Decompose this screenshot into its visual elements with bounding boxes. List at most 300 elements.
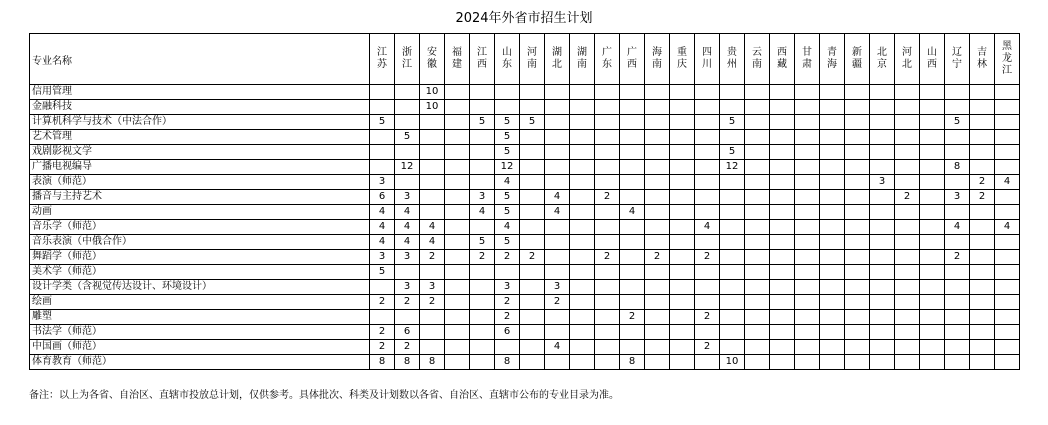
quota-cell: 3	[370, 175, 395, 190]
quota-cell	[645, 220, 670, 235]
quota-cell	[695, 235, 720, 250]
quota-cell	[420, 115, 445, 130]
quota-cell	[670, 280, 695, 295]
quota-cell	[845, 115, 870, 130]
province-header-char: 南	[752, 59, 762, 70]
quota-cell	[745, 145, 770, 160]
quota-cell	[795, 175, 820, 190]
quota-cell	[670, 160, 695, 175]
quota-cell	[895, 145, 920, 160]
quota-cell	[670, 325, 695, 340]
quota-cell	[945, 175, 970, 190]
quota-cell	[820, 235, 845, 250]
quota-cell	[620, 100, 645, 115]
quota-cell	[695, 355, 720, 370]
quota-cell: 2	[595, 250, 620, 265]
quota-cell	[520, 340, 545, 355]
quota-cell	[645, 205, 670, 220]
quota-cell	[920, 100, 945, 115]
province-header-char: 甘	[802, 47, 812, 58]
quota-cell: 4	[495, 175, 520, 190]
quota-cell	[920, 85, 945, 100]
quota-cell	[545, 85, 570, 100]
major-name-cell: 戏剧影视文学	[30, 145, 370, 160]
province-header-char: 南	[652, 59, 662, 70]
province-header-char: 北	[552, 59, 562, 70]
table-row	[30, 250, 1020, 265]
province-header-char: 江	[402, 59, 412, 70]
quota-cell	[545, 220, 570, 235]
quota-cell	[795, 220, 820, 235]
quota-cell: 3	[395, 190, 420, 205]
quota-cell	[770, 205, 795, 220]
quota-cell	[645, 145, 670, 160]
major-name-cell: 艺术管理	[30, 130, 370, 145]
quota-cell: 10	[420, 85, 445, 100]
quota-cell	[745, 115, 770, 130]
quota-cell	[570, 145, 595, 160]
quota-cell	[645, 190, 670, 205]
quota-cell	[570, 265, 595, 280]
quota-cell	[995, 325, 1020, 340]
quota-cell	[445, 115, 470, 130]
quota-cell: 8	[420, 355, 445, 370]
major-name-cell: 书法学（师范）	[30, 325, 370, 340]
quota-cell	[695, 325, 720, 340]
quota-cell: 5	[520, 115, 545, 130]
quota-cell	[670, 145, 695, 160]
quota-cell: 8	[945, 160, 970, 175]
quota-cell: 12	[720, 160, 745, 175]
quota-cell	[595, 295, 620, 310]
quota-cell: 2	[945, 250, 970, 265]
table-row	[30, 130, 1020, 145]
quota-cell	[645, 235, 670, 250]
province-header	[595, 34, 620, 85]
quota-cell: 3	[395, 280, 420, 295]
province-header	[770, 34, 795, 85]
quota-cell	[845, 220, 870, 235]
quota-cell: 2	[895, 190, 920, 205]
quota-cell	[545, 175, 570, 190]
quota-cell	[595, 265, 620, 280]
quota-cell	[870, 160, 895, 175]
quota-cell	[670, 85, 695, 100]
quota-cell: 2	[370, 295, 395, 310]
quota-cell	[895, 325, 920, 340]
quota-cell	[895, 130, 920, 145]
quota-cell	[770, 220, 795, 235]
quota-cell	[445, 130, 470, 145]
quota-cell	[995, 130, 1020, 145]
quota-cell	[820, 175, 845, 190]
province-header-char: 龙	[1002, 53, 1012, 64]
quota-cell	[570, 295, 595, 310]
quota-cell	[895, 160, 920, 175]
quota-cell	[870, 85, 895, 100]
quota-cell	[720, 85, 745, 100]
quota-cell	[970, 160, 995, 175]
quota-cell	[770, 280, 795, 295]
quota-cell	[695, 280, 720, 295]
quota-cell	[770, 175, 795, 190]
quota-cell	[745, 325, 770, 340]
quota-cell	[995, 265, 1020, 280]
quota-cell	[820, 220, 845, 235]
quota-cell	[895, 175, 920, 190]
quota-cell	[595, 340, 620, 355]
quota-cell	[545, 130, 570, 145]
quota-cell	[570, 280, 595, 295]
quota-cell	[470, 355, 495, 370]
quota-cell: 5	[495, 115, 520, 130]
province-header	[645, 34, 670, 85]
quota-cell	[745, 280, 770, 295]
quota-cell	[945, 235, 970, 250]
quota-cell	[570, 190, 595, 205]
quota-cell	[895, 295, 920, 310]
quota-cell	[420, 175, 445, 190]
province-header	[395, 34, 420, 85]
quota-cell	[920, 310, 945, 325]
major-name-cell: 计算机科学与技术（中法合作）	[30, 115, 370, 130]
province-header	[670, 34, 695, 85]
quota-cell	[895, 85, 920, 100]
quota-cell: 4	[470, 205, 495, 220]
quota-cell	[570, 310, 595, 325]
quota-cell	[820, 190, 845, 205]
quota-cell	[820, 295, 845, 310]
quota-cell: 8	[495, 355, 520, 370]
quota-cell	[920, 295, 945, 310]
quota-cell	[445, 355, 470, 370]
quota-cell	[820, 250, 845, 265]
quota-cell: 8	[395, 355, 420, 370]
quota-cell: 10	[420, 100, 445, 115]
quota-cell	[520, 355, 545, 370]
province-header	[820, 34, 845, 85]
quota-cell	[970, 235, 995, 250]
quota-cell	[570, 205, 595, 220]
quota-cell	[720, 325, 745, 340]
quota-cell	[720, 295, 745, 310]
quota-cell	[820, 340, 845, 355]
quota-cell	[420, 310, 445, 325]
quota-cell: 2	[645, 250, 670, 265]
quota-cell	[870, 355, 895, 370]
quota-cell: 2	[595, 190, 620, 205]
quota-cell	[895, 220, 920, 235]
province-header	[620, 34, 645, 85]
province-header	[845, 34, 870, 85]
quota-cell	[470, 160, 495, 175]
quota-cell	[820, 160, 845, 175]
quota-cell	[470, 310, 495, 325]
quota-cell: 2	[970, 190, 995, 205]
table-row	[30, 355, 1020, 370]
quota-cell	[845, 265, 870, 280]
quota-cell: 3	[945, 190, 970, 205]
quota-cell	[645, 325, 670, 340]
quota-cell	[945, 85, 970, 100]
quota-cell	[445, 100, 470, 115]
quota-cell	[795, 280, 820, 295]
quota-cell	[445, 340, 470, 355]
quota-cell	[695, 295, 720, 310]
quota-cell	[495, 100, 520, 115]
quota-cell: 3	[370, 250, 395, 265]
province-header-char: 苏	[377, 59, 387, 70]
province-header-char: 东	[602, 59, 612, 70]
quota-cell	[845, 175, 870, 190]
province-header-char: 北	[877, 47, 887, 58]
quota-cell	[445, 250, 470, 265]
quota-cell	[520, 325, 545, 340]
quota-cell: 2	[695, 310, 720, 325]
quota-cell	[920, 265, 945, 280]
quota-cell	[895, 280, 920, 295]
quota-cell	[520, 295, 545, 310]
quota-cell	[870, 295, 895, 310]
quota-cell	[695, 85, 720, 100]
table-row	[30, 175, 1020, 190]
table-row	[30, 340, 1020, 355]
quota-cell	[745, 175, 770, 190]
quota-cell	[620, 190, 645, 205]
province-header	[870, 34, 895, 85]
quota-cell: 4	[695, 220, 720, 235]
quota-cell	[970, 265, 995, 280]
quota-cell	[595, 220, 620, 235]
table-row	[30, 325, 1020, 340]
province-header-char: 山	[927, 47, 937, 58]
quota-cell	[445, 85, 470, 100]
quota-cell	[945, 130, 970, 145]
province-header-char: 湖	[552, 47, 562, 58]
quota-cell: 4	[495, 220, 520, 235]
quota-cell	[420, 190, 445, 205]
quota-cell	[995, 280, 1020, 295]
quota-cell	[970, 220, 995, 235]
quota-cell	[570, 175, 595, 190]
quota-cell	[895, 355, 920, 370]
quota-cell	[670, 355, 695, 370]
quota-cell	[745, 310, 770, 325]
quota-cell	[420, 340, 445, 355]
quota-cell: 4	[420, 235, 445, 250]
table-header-row	[30, 34, 1020, 85]
quota-cell: 4	[395, 220, 420, 235]
quota-cell: 5	[495, 235, 520, 250]
quota-cell	[920, 325, 945, 340]
quota-cell	[720, 280, 745, 295]
quota-cell	[445, 235, 470, 250]
quota-cell: 3	[870, 175, 895, 190]
quota-cell: 2	[370, 325, 395, 340]
quota-cell: 4	[545, 205, 570, 220]
quota-cell	[520, 130, 545, 145]
quota-cell	[720, 220, 745, 235]
quota-cell	[895, 250, 920, 265]
quota-cell	[670, 265, 695, 280]
quota-cell	[595, 160, 620, 175]
quota-cell	[920, 280, 945, 295]
quota-cell	[595, 280, 620, 295]
province-header	[945, 34, 970, 85]
quota-cell	[695, 265, 720, 280]
quota-cell	[870, 220, 895, 235]
quota-cell	[745, 220, 770, 235]
quota-cell	[870, 340, 895, 355]
quota-cell	[795, 340, 820, 355]
quota-cell	[520, 280, 545, 295]
province-header-char: 京	[877, 59, 887, 70]
quota-cell	[445, 175, 470, 190]
province-header-char: 湖	[577, 47, 587, 58]
quota-cell: 2	[545, 295, 570, 310]
quota-cell	[420, 145, 445, 160]
quota-cell	[770, 250, 795, 265]
table-row	[30, 100, 1020, 115]
quota-cell	[970, 115, 995, 130]
province-header-char: 疆	[852, 59, 862, 70]
quota-cell: 4	[545, 190, 570, 205]
province-header-char: 川	[702, 59, 712, 70]
quota-cell	[795, 85, 820, 100]
quota-cell	[470, 100, 495, 115]
quota-cell	[820, 145, 845, 160]
quota-cell	[845, 295, 870, 310]
quota-cell: 4	[395, 205, 420, 220]
quota-cell	[645, 295, 670, 310]
quota-cell	[470, 340, 495, 355]
quota-cell	[770, 160, 795, 175]
table-row	[30, 265, 1020, 280]
quota-cell	[970, 100, 995, 115]
quota-cell	[695, 205, 720, 220]
quota-cell	[520, 235, 545, 250]
quota-cell: 2	[520, 250, 545, 265]
quota-cell	[545, 310, 570, 325]
quota-cell	[570, 340, 595, 355]
quota-cell	[720, 190, 745, 205]
quota-cell	[770, 340, 795, 355]
quota-cell	[445, 265, 470, 280]
province-header	[420, 34, 445, 85]
quota-cell	[445, 295, 470, 310]
province-header	[570, 34, 595, 85]
quota-cell	[920, 340, 945, 355]
quota-cell: 5	[395, 130, 420, 145]
quota-cell	[620, 130, 645, 145]
quota-cell	[720, 250, 745, 265]
quota-cell	[470, 145, 495, 160]
quota-cell	[470, 280, 495, 295]
province-header-char: 西	[627, 59, 637, 70]
quota-cell	[770, 355, 795, 370]
major-name-cell: 播音与主持艺术	[30, 190, 370, 205]
quota-cell	[395, 310, 420, 325]
quota-cell	[545, 235, 570, 250]
quota-cell	[645, 85, 670, 100]
quota-cell	[970, 130, 995, 145]
province-header-char: 江	[377, 47, 387, 58]
enrollment-plan-table	[29, 33, 1020, 370]
quota-cell: 5	[720, 115, 745, 130]
quota-cell	[995, 100, 1020, 115]
quota-cell	[695, 100, 720, 115]
quota-cell	[970, 250, 995, 265]
quota-cell: 3	[470, 190, 495, 205]
quota-cell	[570, 220, 595, 235]
quota-cell	[695, 145, 720, 160]
quota-cell: 2	[970, 175, 995, 190]
quota-cell	[445, 220, 470, 235]
quota-cell	[620, 280, 645, 295]
quota-cell	[770, 295, 795, 310]
quota-cell	[995, 115, 1020, 130]
province-header-char: 江	[477, 47, 487, 58]
quota-cell: 2	[395, 295, 420, 310]
quota-cell	[745, 205, 770, 220]
province-header	[720, 34, 745, 85]
quota-cell: 5	[495, 130, 520, 145]
quota-cell: 12	[495, 160, 520, 175]
quota-cell	[795, 250, 820, 265]
province-header-char: 福	[452, 47, 462, 58]
major-column-header: 专业名称	[30, 34, 370, 85]
table-row	[30, 145, 1020, 160]
quota-cell	[570, 355, 595, 370]
quota-cell	[670, 130, 695, 145]
quota-cell	[845, 310, 870, 325]
quota-cell	[920, 250, 945, 265]
quota-cell	[770, 310, 795, 325]
quota-cell	[495, 265, 520, 280]
quota-cell	[395, 85, 420, 100]
quota-cell	[770, 130, 795, 145]
quota-cell: 6	[495, 325, 520, 340]
quota-cell	[520, 205, 545, 220]
quota-cell: 4	[945, 220, 970, 235]
quota-cell	[620, 250, 645, 265]
quota-cell	[545, 115, 570, 130]
quota-cell	[770, 235, 795, 250]
quota-cell	[670, 235, 695, 250]
footnote: 备注：以上为各省、自治区、直辖市投放总计划，仅供参考。具体批次、科类及计划数以各省、自治区、直辖市公布的专业目录为准。	[29, 390, 619, 401]
province-header-char: 徽	[427, 59, 437, 70]
table-row	[30, 220, 1020, 235]
quota-cell	[545, 265, 570, 280]
quota-cell	[695, 115, 720, 130]
quota-cell	[970, 355, 995, 370]
province-header-char: 林	[977, 59, 987, 70]
province-header	[970, 34, 995, 85]
province-header-char: 东	[502, 59, 512, 70]
quota-cell: 6	[370, 190, 395, 205]
quota-cell	[795, 265, 820, 280]
quota-cell	[370, 100, 395, 115]
quota-cell	[645, 175, 670, 190]
province-header-char: 西	[777, 47, 787, 58]
table-row	[30, 235, 1020, 250]
quota-cell	[845, 340, 870, 355]
quota-cell	[645, 310, 670, 325]
province-header	[745, 34, 770, 85]
quota-cell: 4	[370, 235, 395, 250]
quota-cell: 2	[420, 295, 445, 310]
quota-cell	[720, 100, 745, 115]
